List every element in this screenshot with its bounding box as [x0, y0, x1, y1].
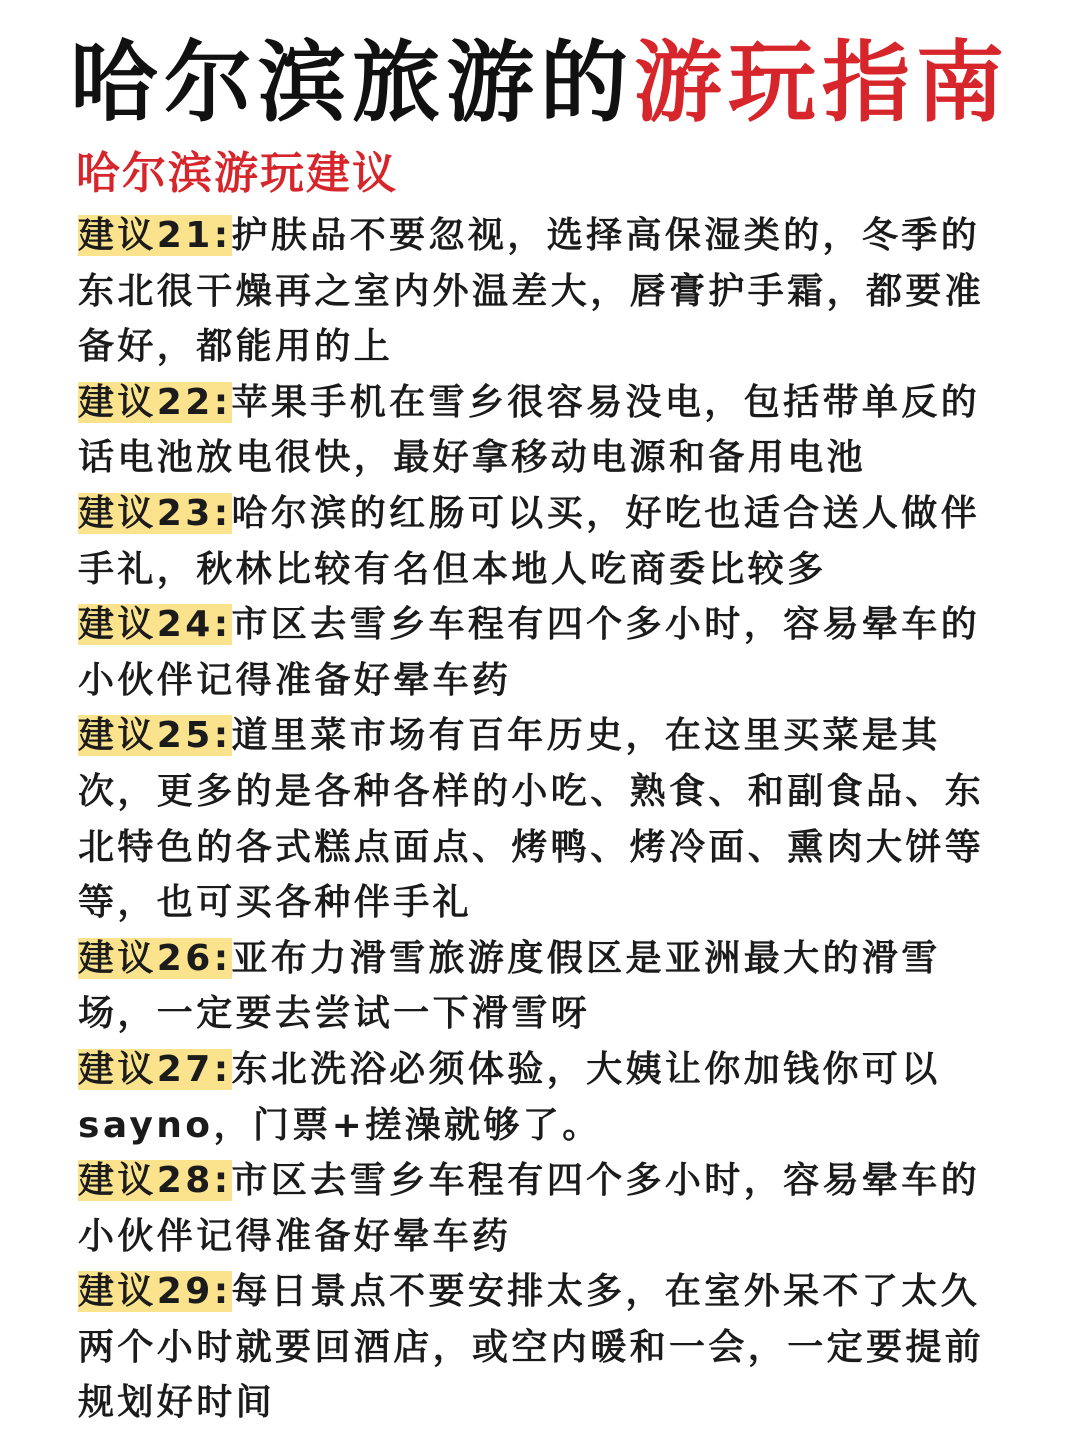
tip-text: 哈尔滨的红肠可以买，好吃也适合送人做伴手礼，秋林比较有名但本地人吃商委比较多 [78, 492, 981, 590]
tip-label: 建议27: [78, 1048, 232, 1090]
tip-item [78, 931, 1008, 1042]
tip-text: 护肤品不要忽视，选择高保湿类的，冬季的东北很干燥再之室内外温差大，唇膏护手霜，都要准备好，都能用的上 [78, 215, 985, 368]
tip-item [78, 486, 1008, 597]
tip-item [78, 1153, 1008, 1264]
tip-item [78, 375, 1008, 486]
page-title-red: 游玩指南 [634, 31, 1011, 134]
tip-item [78, 597, 1008, 708]
page-title-black: 哈尔滨旅游的 [69, 31, 634, 134]
tip-label: 建议23: [78, 492, 232, 534]
tip-text: 每日景点不要安排太多，在室外呆不了太久两个小时就要回酒店，或空内暖和一会，一定要提前规划好时间 [78, 1271, 985, 1424]
tip-text: 东北洗浴必须体验，大姨让你加钱你可以sayno，门票+搓澡就够了。 [78, 1048, 941, 1146]
tip-label: 建议26: [78, 937, 232, 979]
tip-label: 建议21: [78, 215, 232, 256]
tip-text: 亚布力滑雪旅游度假区是亚洲最大的滑雪场，一定要去尝试一下滑雪呀 [78, 937, 941, 1035]
tip-label: 建议29: [78, 1271, 232, 1313]
section-heading: 哈尔滨游玩建议 [76, 148, 398, 199]
tips-list [78, 208, 1008, 1431]
tip-label: 建议25: [78, 715, 232, 757]
tip-text: 苹果手机在雪乡很容易没电，包括带单反的话电池放电很快，最好拿移动电源和备用电池 [78, 381, 981, 479]
tip-text: 市区去雪乡车程有四个多小时，容易晕车的小伙伴记得准备好晕车药 [78, 1160, 981, 1257]
tip-label: 建议28: [78, 1160, 232, 1202]
page-title [0, 28, 1080, 138]
tip-text: 道里菜市场有百年历史，在这里买菜是其次，更多的是各种各样的小吃、熟食、和副食品、东北特色的各式糕点面点、烤鸭、烤冷面、熏肉大饼等等，也可买各种伴手礼 [78, 715, 985, 924]
tip-item [78, 208, 1008, 375]
tip-text: 市区去雪乡车程有四个多小时，容易晕车的小伙伴记得准备好晕车药 [78, 604, 981, 701]
tip-item [78, 1042, 1008, 1153]
tip-label: 建议22: [78, 381, 232, 423]
tip-item [78, 1264, 1008, 1431]
tip-item [78, 708, 1008, 930]
tip-label: 建议24: [78, 604, 232, 646]
